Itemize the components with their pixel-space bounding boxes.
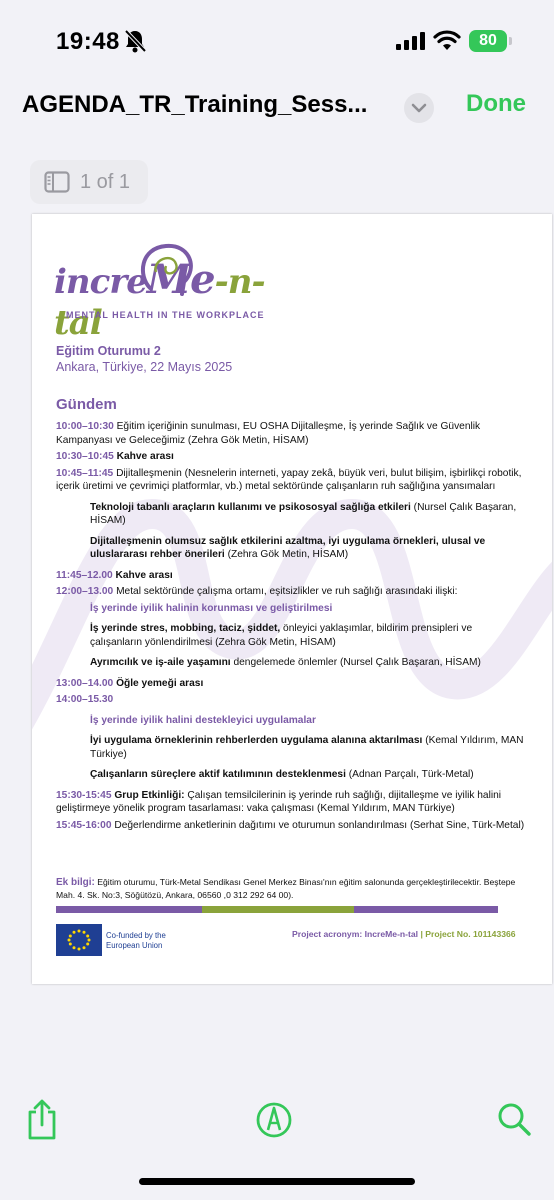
agenda-subitem: İş yerinde stres, mobbing, taciz, şiddet, önleyici yaklaşımlar, bildirim prensipleri ve çalışanların yönlendirilmesi (Zehra Gök Metin, HİSAM) [90,623,473,648]
agenda-item: 10:45–11:45 Dijitalleşmenin (Nesnelerin interneti, yapay zekâ, büyük veri, bulut bilişim, işbirlikçi robotik, içerik üretimi ve çevrimiçi platformlar, vb.) metal sektöründe çalışanların ruh sağlığına yansımaları [56,467,522,492]
search-icon[interactable] [494,1098,534,1142]
page-indicator[interactable] [30,160,148,204]
project-info: Project acronym: IncreMe-n-tal | Project No. 101143366 [292,929,516,939]
wifi-icon [433,30,461,52]
chevron-down-icon [404,93,434,123]
battery-tip [509,37,512,45]
eu-cofunded-label: Co-funded by the European Union [106,931,166,950]
agenda-item: 11:45–12.00 Kahve arası [56,569,173,581]
agenda-subitem: İyi uygulama örneklerinin rehberlerden uygulama alanına aktarılması (Kemal Yıldırım, MAN Türkiye) [90,735,524,760]
agenda-item: 14:00–15.30 [56,694,114,705]
agenda-subitem: Ayrımcılık ve iş-aile yaşamını dengelemede önlemler (Nursel Çalık Başaran, HİSAM) [90,657,481,668]
status-time: 19:48 [56,28,120,55]
agenda-item: 15:30-15:45 Grup Etkinliği: Çalışan temsilcilerinin iş yerinde ruh sağlığı, dijitalleşme ve iyilik halini geliştirmeye yönelik program tasarlaması: vaka çalışması (Kemal Yıldırım, MAN Türkiye) [56,789,502,814]
cellular-signal-icon [396,32,426,50]
document-title[interactable]: AGENDA_TR_Training_Sess... [22,91,368,118]
session-location-date: Ankara, Türkiye, 22 Mayıs 2025 [56,360,233,374]
logo-tagline: MENTAL HEALTH IN THE WORKPLACE [66,310,265,320]
page-count-label: 1 of 1 [80,170,131,193]
agenda-item: 10:30–10:45 Kahve arası [56,451,174,462]
logo-wordmark: increMe-n-tal [54,256,265,343]
agenda-list [56,420,526,835]
agenda-subitem: Teknoloji tabanlı araçların kullanımı ve psikososyal sağlığa etkileri (Nursel Çalık Başaran, HİSAM) [90,501,517,526]
agenda-subitem: Çalışanların süreçlere aktif katılımının desteklenmesi (Adnan Parçalı, Türk-Metal) [90,769,474,780]
agenda-item: 13:00–14.00 Öğle yemeği arası [56,677,204,689]
bell-slash-icon [124,29,146,53]
agenda-subheading: İş yerinde iyilik halinin korunması ve geliştirilmesi [90,602,333,614]
agenda-heading: Gündem [56,396,117,413]
battery-indicator: 80 [469,30,507,52]
agenda-subitem: Dijitalleşmenin olumsuz sağlık etkilerini azaltma, iyi uygulama örnekleri, ulusal ve uluslararası rehber önerileri (Zehra Gök Metin, HİSAM) [90,535,486,560]
done-button[interactable]: Done [466,90,526,117]
sidebar-icon [44,171,70,193]
pdf-page[interactable] [32,214,552,984]
status-bar [0,0,554,80]
eu-flag-icon [56,924,102,956]
agenda-item: 10:00–10:30 Eğitim içeriğinin sunulması, EU OSHA Dijitalleşme, İş yerinde Sağlık ve Güvenlik Kampanyası ve Geleceğimiz (Zehra Gök Metin, HİSAM) [56,421,481,446]
agenda-subheading: İş yerinde iyilik halini destekleyici uygulamalar [90,714,316,726]
agenda-item: 15:45-16:00 Değerlendirme anketlerinin dağıtımı ve oturumun sonlandırılması (Serhat Sine, Türk-Metal) [56,819,525,831]
logo-head-icon [132,238,202,298]
title-menu-button[interactable] [404,93,434,123]
markup-pen-icon[interactable] [254,1098,294,1142]
share-icon[interactable] [22,1098,62,1142]
footer-color-bar [56,906,498,913]
home-indicator[interactable] [139,1178,415,1185]
session-title: Eğitim Oturumu 2 [56,344,161,358]
agenda-item: 12:00–13.00 Metal sektöründe çalışma ortamı, eşitsizlikler ve ruh sağlığı arasındaki ilişki: [56,586,458,597]
additional-info: Ek bilgi: Eğitim oturumu, Türk-Metal Sendikası Genel Merkez Binası'nın eğitim salonunda gerçekleştirilecektir. Beştepe Mah. 4. Sk. No:3, Söğütözü, Ankara, 06560 ,0 312 292 64 00). [56,877,516,900]
